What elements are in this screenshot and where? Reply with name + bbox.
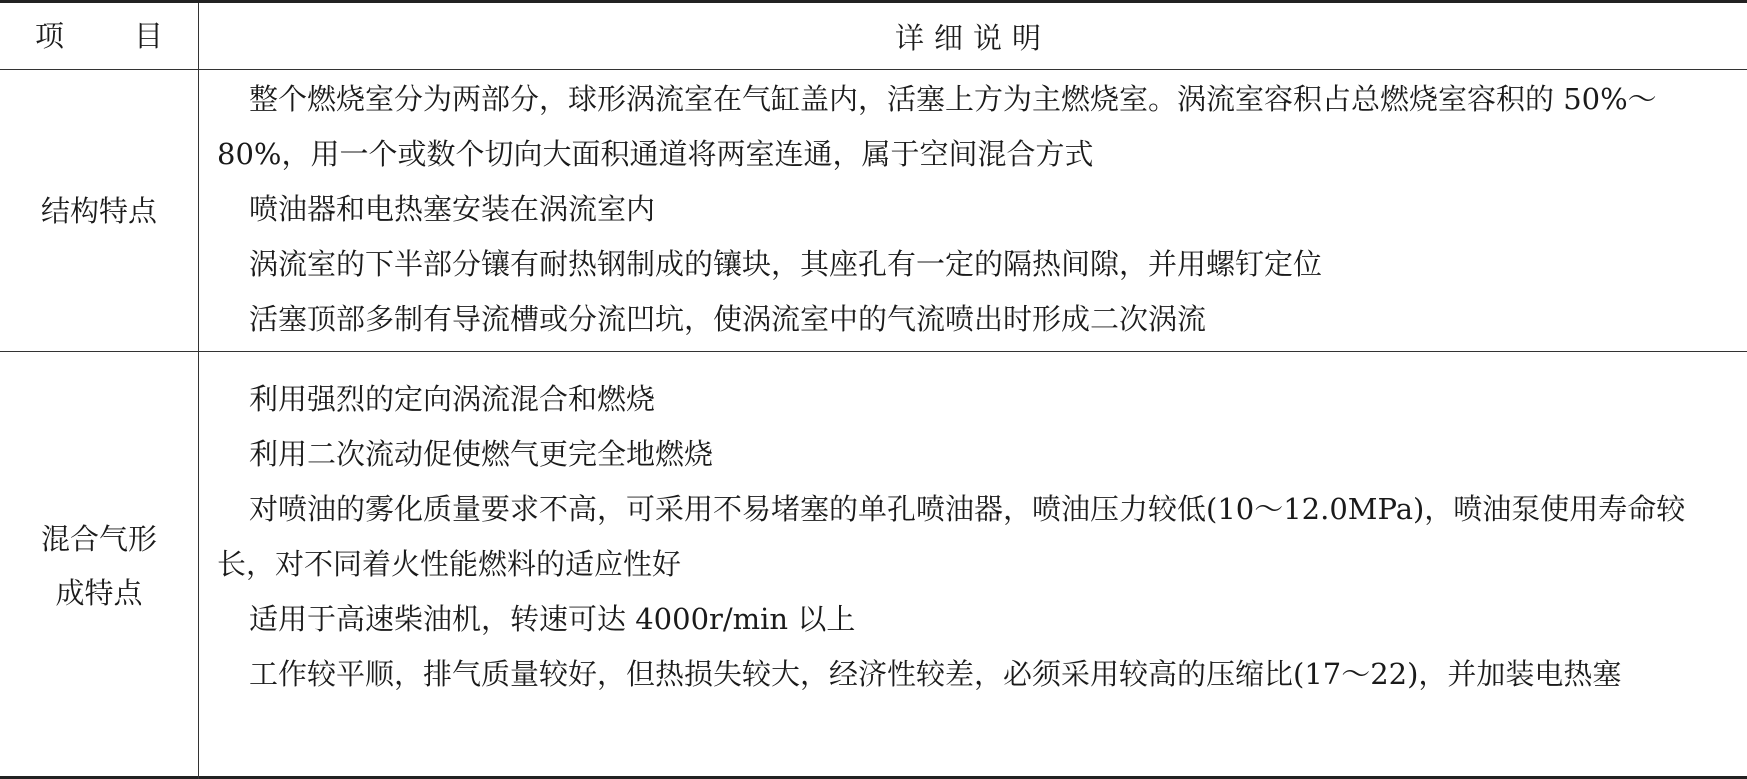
row-label-mixture bbox=[0, 352, 199, 779]
header-item-char-2: 目 bbox=[134, 19, 164, 53]
row-label-line: 结构特点 bbox=[40, 193, 157, 228]
detail-paragraph: 适用于高速柴油机，转速可达 4000r/min 以上 bbox=[249, 602, 856, 636]
detail-paragraph: 涡流室的下半部分镶有耐热钢制成的镶块，其座孔有一定的隔热间隙，并用螺钉定位 bbox=[249, 247, 1323, 281]
detail-paragraph: 利用二次流动促使燃气更完全地燃烧 bbox=[249, 437, 714, 471]
header-cell-detail: 详细说明 bbox=[894, 20, 1051, 55]
detail-paragraph: 整个燃烧室分为两部分，球形涡流室在气缸盖内，活塞上方为主燃烧室。涡流室容积占总燃烧室容积的 50%～80%，用一个或数个切向大面积通道将两室连通，属于空间混合方式 bbox=[217, 82, 1657, 171]
detail-paragraph: 活塞顶部多制有导流槽或分流凹坑，使涡流室中的气流喷出时形成二次涡流 bbox=[249, 302, 1207, 336]
table-row bbox=[0, 70, 1747, 352]
header-item-char-1: 项 bbox=[34, 19, 64, 53]
row-label-structure bbox=[0, 70, 199, 351]
detail-paragraph: 利用强烈的定向涡流混合和燃烧 bbox=[249, 382, 656, 416]
table-header-row bbox=[0, 3, 1747, 70]
row-detail-structure bbox=[199, 70, 1747, 351]
row-label-line: 成特点 bbox=[55, 575, 143, 610]
detail-paragraph: 对喷油的雾化质量要求不高，可采用不易堵塞的单孔喷油器，喷油压力较低(10～12.0MPa)，喷油泵使用寿命较长，对不同着火性能燃料的适应性好 bbox=[217, 492, 1686, 581]
row-detail-mixture bbox=[199, 352, 1747, 779]
detail-paragraph: 工作较平顺，排气质量较好，但热损失较大，经济性较差，必须采用较高的压缩比(17～22)，并加装电热塞 bbox=[249, 657, 1622, 691]
row-label-line: 混合气形 bbox=[40, 521, 157, 556]
header-cell-item bbox=[0, 3, 199, 69]
detail-paragraph: 喷油器和电热塞安装在涡流室内 bbox=[249, 192, 656, 226]
table-row bbox=[0, 352, 1747, 779]
